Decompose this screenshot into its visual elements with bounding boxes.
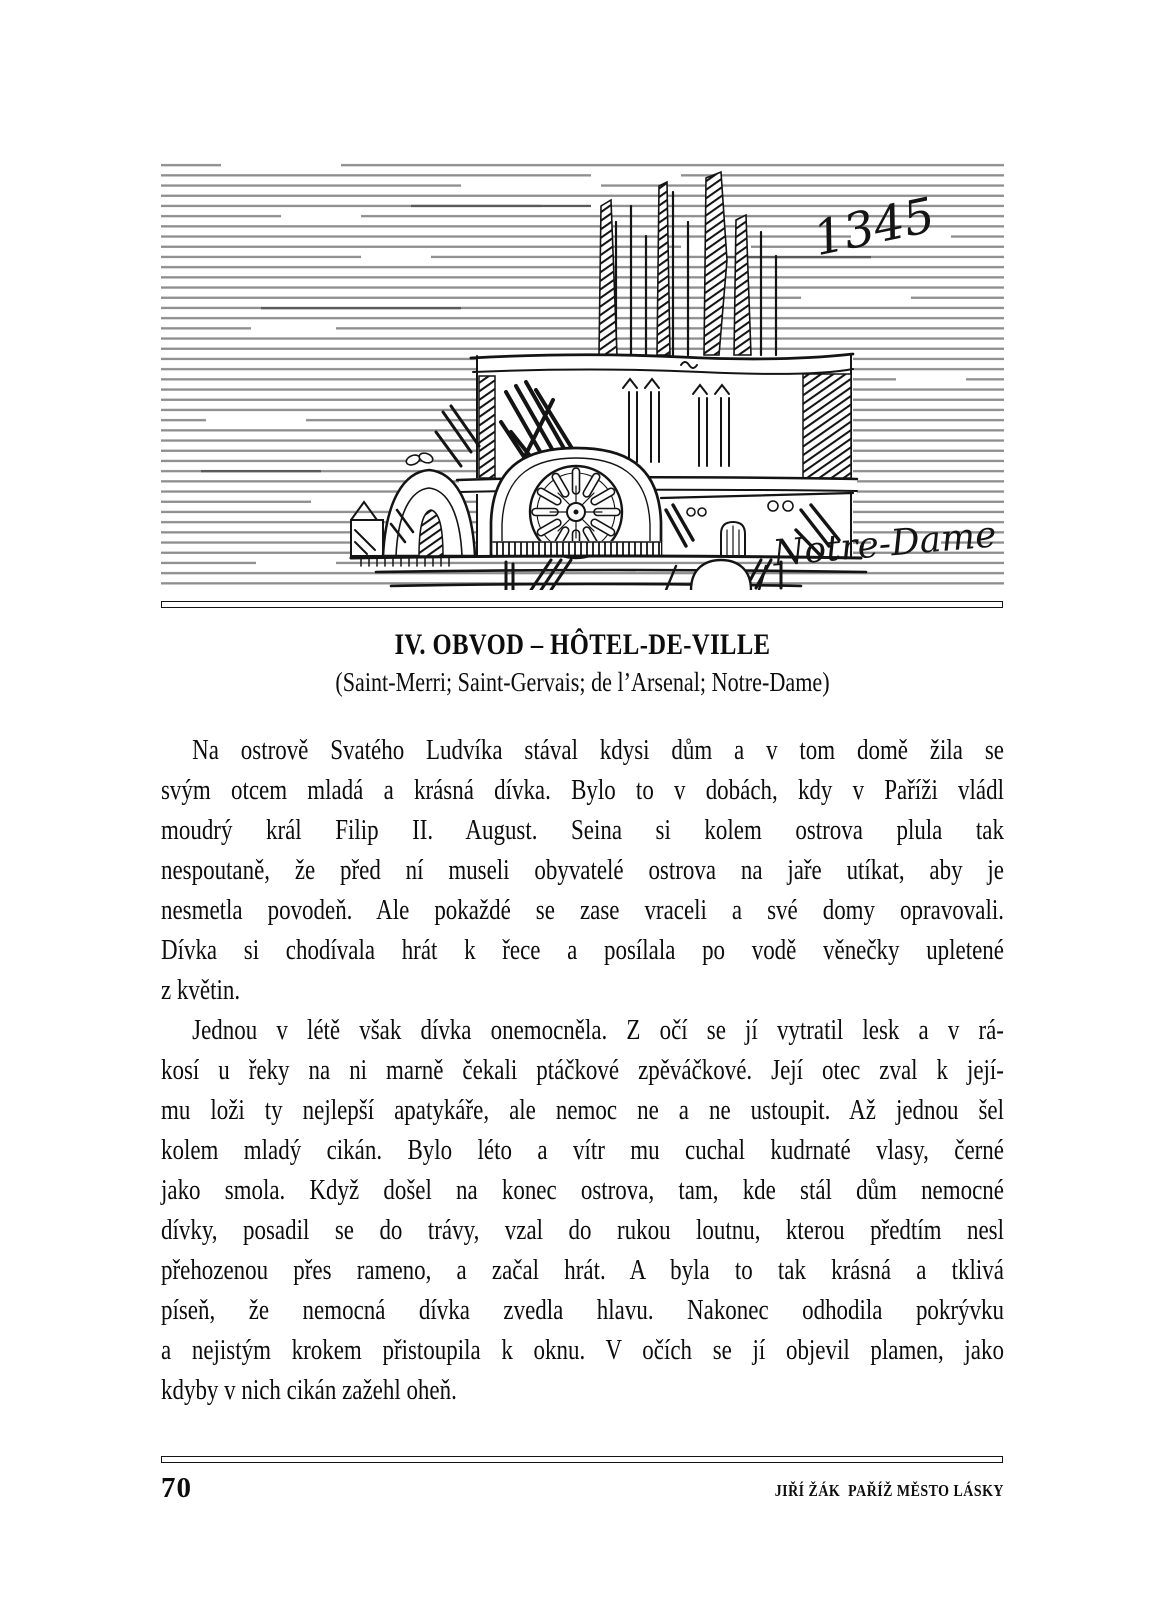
text-line: z květin. [161,975,241,1006]
text-line: a nejistým krokem přistoupila k oknu. V očích se jí objevil plamen, jako [161,1335,1004,1366]
text-line: Na ostrově Svatého Ludvíka stával kdysi dům a v tom domě žila se [192,735,1004,766]
text-line: nesmetla povodeň. Ale pokaždé se zase vraceli a své domy opravovali. [161,895,1004,926]
colonnade [493,541,661,556]
text-line: moudrý král Filip II. August. Seina si kolem ostrova plula tak [161,815,1004,846]
footer-rule [161,1456,1003,1463]
body-text [161,731,1004,1411]
paragraph [161,731,1004,1011]
section-subtitle: (Saint-Merri; Saint-Gervais; de l’Arsenal; Notre-Dame) [335,667,830,697]
text-line: Jednou v létě však dívka onemocněla. Z očí se jí vytratil lesk a v rá- [192,1015,1004,1046]
text-line: dívky, posadil se do trávy, vzal do rukou loutnu, kterou předtím nesl [161,1215,1004,1246]
text-line: svým otcem mladá a krásná dívka. Bylo to v dobách, kdy v Paříži vládl [161,775,1004,806]
page-number: 70 [161,1472,192,1504]
text-line: přehozenou přes rameno, a začal hrát. A byla to tak krásná a tklivá [161,1255,1004,1286]
sketch-signature: Notre-Dame [771,514,999,575]
text-line: nespoutaně, že před ní museli obyvatelé ostrova na jaře utíkat, aby je [161,855,1004,886]
sketch-year-label: 1345 [808,187,940,268]
running-title: JIŘÍ ŽÁK PAŘÍŽ MĚSTO LÁSKY [774,1481,1004,1500]
text-line: jako smola. Když došel na konec ostrova, tam, kde stál dům nemocné [161,1175,1004,1206]
text-line: píseň, že nemocná dívka zvedla hlavu. Nakonec odhodila pokrývku [161,1295,1004,1326]
chapter-illustration [161,160,1004,590]
notre-dame-sketch [161,160,1004,590]
text-line: Dívka si chodívala hrát k řece a posílala po vodě věnečky upletené [161,935,1004,966]
divider-rule-top [161,601,1003,608]
text-line: kdyby v nich cikán zažehl oheň. [161,1375,457,1406]
paragraph [161,1011,1004,1411]
text-line: kolem mladý cikán. Bylo léto a vítr mu cuchal kudrnaté vlasy, černé [161,1135,1004,1166]
text-line: kosí u řeky na ni marně čekali ptáčkové zpěváčkové. Její otec zval k její- [161,1055,1004,1086]
section-heading: IV. OBVOD – HÔTEL-DE-VILLE [394,628,771,661]
text-line: mu loži ty nejlepší apatykáře, ale nemoc ne a ne ustoupit. Až jednou šel [161,1095,1004,1126]
